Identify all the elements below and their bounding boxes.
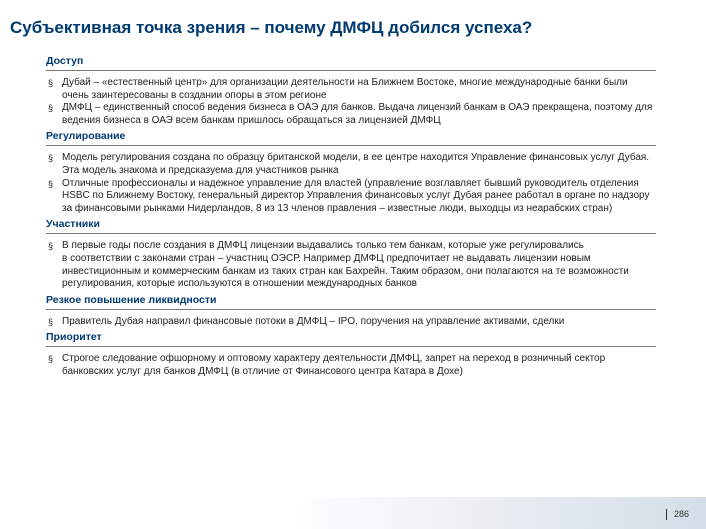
bullet-marker-icon: § <box>48 241 54 252</box>
bullet-text: ДМФЦ – единственный способ ведения бизнеса в ОАЭ для банков. Выдача лицензий банкам в ОАЭ прекращена, поэтому для ведения бизнеса в ОАЭ всем банкам пришлось обращаться за лицензией ДМФЦ <box>62 102 653 126</box>
footer-bar <box>0 497 706 529</box>
section-regulation <box>46 129 656 215</box>
bullet-list <box>46 152 656 215</box>
page-number: 286 <box>666 509 689 520</box>
bullet-item <box>46 316 656 329</box>
section-heading: Регулирование <box>46 129 656 146</box>
section-heading: Доступ <box>46 54 656 71</box>
bullet-item <box>46 353 656 378</box>
section-access <box>46 54 656 127</box>
bullet-list <box>46 353 656 378</box>
bullet-marker-icon: § <box>48 316 54 327</box>
bullet-list <box>46 316 656 329</box>
bullet-marker-icon: § <box>48 178 54 189</box>
bullet-item <box>46 152 656 177</box>
section-liquidity <box>46 293 656 329</box>
bullet-text: Правитель Дубая направил финансовые потоки в ДМФЦ – IPO, поручения на управление активами, сделки <box>62 315 565 327</box>
page-title: Субъективная точка зрения – почему ДМФЦ добился успеха? <box>10 18 533 37</box>
bullet-marker-icon: § <box>48 153 54 164</box>
bullet-list <box>46 240 656 290</box>
bullet-text: Дубай – «естественный центр» для организации деятельности на Ближнем Востоке, многие международные банки были очень заинтересованы в создании опоры в этом регионе <box>62 77 628 101</box>
bullet-list <box>46 77 656 127</box>
bullet-item <box>46 102 656 127</box>
bullet-text: Модель регулирования создана по образцу британской модели, в ее центре находится Управление финансовых услуг Дубая. Эта модель знакома и предсказуема для участников рынка <box>62 152 650 176</box>
bullet-item <box>46 240 656 290</box>
bullet-marker-icon: § <box>48 78 54 88</box>
section-heading: Резкое повышение ликвидности <box>46 293 656 310</box>
bullet-text: Отличные профессионалы и надежное управление для властей (управление возглавляет бывший руководитель отделения HSBC по Ближнему Востоку, генеральный директор Управления финансовых услуг Дубая ранее работал в органе по надзору за финансовыми рынками Нидерландов, 8 из 13 членов правления – известные люди, выходцы из неарабских стран) <box>62 177 650 214</box>
bullet-item <box>46 178 656 216</box>
bullet-marker-icon: § <box>48 103 54 114</box>
bullet-item <box>46 77 656 102</box>
bullet-text: В первые годы после создания в ДМФЦ лицензии выдавались только тем банкам, которые уже регулировались в соответствии с законами стран – участниц ОЭСР. Например ДМФЦ предпочитает не выдавать лицензии новым инвестиционным и коммерческим банкам из таких стран как Бахрейн. Таким образом, они полагаются на те возможности регулирования, которые используются в отношении международных банков <box>62 240 629 290</box>
section-heading: Приоритет <box>46 330 656 347</box>
section-heading: Участники <box>46 217 656 234</box>
content-area <box>46 54 656 381</box>
bullet-marker-icon: § <box>48 354 54 365</box>
bullet-text: Строгое следование офшорному и оптовому характеру деятельности ДМФЦ, запрет на переход в розничный сектор банковских услуг для банков ДМФЦ (в отличие от Финансового центра Катара в Дохе) <box>62 353 606 377</box>
section-participants <box>46 217 656 290</box>
section-priority <box>46 330 656 378</box>
